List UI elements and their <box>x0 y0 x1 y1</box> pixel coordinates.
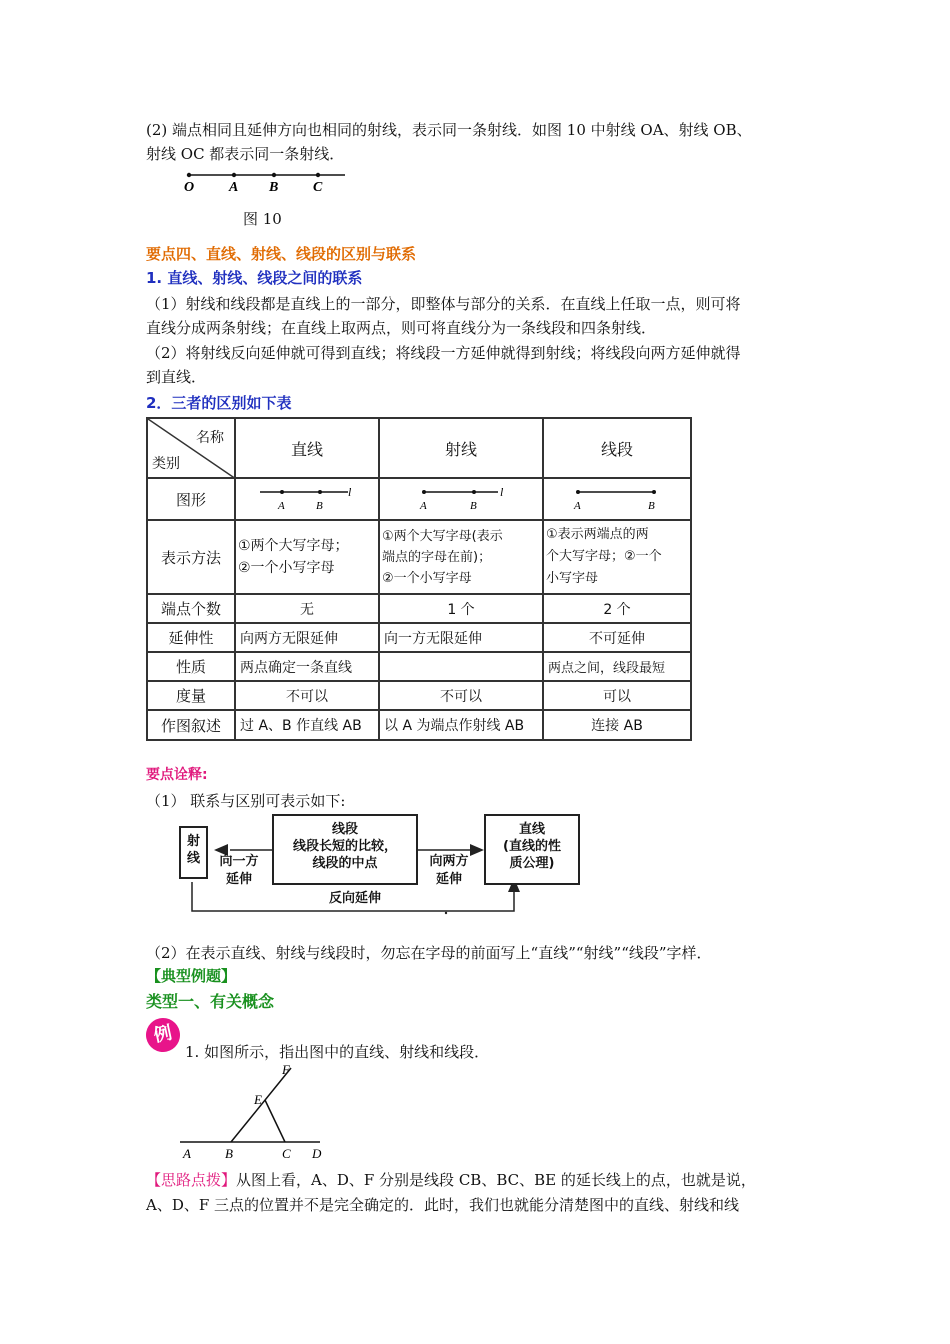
point-C-label: C <box>313 180 323 195</box>
line-fig-B: B <box>316 500 323 512</box>
figure-segment-cell <box>543 478 691 520</box>
segment-box-title: 线段 <box>331 822 358 837</box>
note-2: （2）在表示直线、射线与线段时，勿忘在字母的前面写上“直线”“射线”“线段”字样． <box>146 944 712 962</box>
notation-line-1: ①两个大写字母； <box>238 538 349 554</box>
notation-segment-1: ①表示两端点的两 <box>546 527 649 542</box>
extension-ray: 向一方无限延伸 <box>379 623 543 652</box>
ray-box-char-1: 射 <box>186 834 200 849</box>
row-label-property: 性质 <box>147 652 235 681</box>
notation-ray-1: ①两个大写字母(表示 <box>382 528 503 544</box>
comparison-table <box>146 417 692 741</box>
paragraph-2a: （2）将射线反向延伸就可得到直线；将线段一方延伸就得到射线；将线段向两方延伸就得 <box>146 344 741 362</box>
measure-ray: 不可以 <box>379 681 543 710</box>
line-box-line-3: 质公理) <box>509 856 555 871</box>
figure-10-caption: 图 10 <box>243 210 282 228</box>
subheading-1: 1. 直线、射线、线段之间的联系 <box>146 269 363 287</box>
fig-label-F: F <box>282 1062 290 1077</box>
ray-fig-A: A <box>420 500 427 512</box>
subheading-2: 2．三者的区别如下表 <box>146 394 292 412</box>
endpoints-line: 无 <box>235 594 379 623</box>
line-fig-l: l <box>348 485 352 499</box>
paragraph-2b: 到直线． <box>146 368 207 386</box>
construction-line: 过 A、B 作直线 AB <box>235 710 379 740</box>
example-badge-icon: 例 <box>143 1015 183 1055</box>
ray-fig-B: B <box>470 500 477 512</box>
extension-segment: 不可延伸 <box>543 623 691 652</box>
measure-line: 不可以 <box>235 681 379 710</box>
line-fig-A: A <box>278 500 285 512</box>
fig-label-A: A <box>183 1146 191 1161</box>
line-box-line-2: (直线的性 <box>503 839 561 854</box>
right-arrow-label <box>420 853 478 889</box>
right-arrow-label-1: 向两方 <box>429 854 469 869</box>
left-arrow-label-2: 延伸 <box>225 872 252 887</box>
corner-bottom-label: 类别 <box>152 456 180 472</box>
example-1-figure <box>175 1062 335 1162</box>
notation-segment-cell <box>543 520 691 594</box>
figure-line-cell <box>235 478 379 520</box>
intro-line-1: (2) 端点相同且延伸方向也相同的射线，表示同一条射线．如图 10 中射线 OA、射线 OB、 <box>146 121 752 139</box>
example-1-question: 1. 如图所示，指出图中的直线、射线和线段． <box>185 1043 490 1061</box>
fig-label-B: B <box>225 1146 233 1161</box>
header-segment: 线段 <box>543 418 691 478</box>
typical-examples-heading: 【典型例题】 <box>146 967 237 985</box>
bottom-arrow-label: 反向延伸 <box>329 891 382 906</box>
segment-figure <box>544 479 690 515</box>
segment-box <box>272 814 418 885</box>
ray-box <box>179 826 208 879</box>
ray-fig-l: l <box>500 485 504 499</box>
endpoints-ray: 1 个 <box>379 594 543 623</box>
left-arrow-label <box>213 853 265 889</box>
row-label-construction: 作图叙述 <box>147 710 235 740</box>
hint-line-1 <box>146 1168 756 1192</box>
segment-fig-B: B <box>648 500 655 512</box>
segment-box-line-2: 线段长短的比较， <box>292 839 397 854</box>
segment-box-line-3: 线段的中点 <box>312 856 378 871</box>
fig-label-E: E <box>254 1092 262 1107</box>
corner-cell <box>147 418 235 478</box>
point-A-label: A <box>229 180 239 195</box>
type-1-heading: 类型一、有关概念 <box>146 992 275 1011</box>
extension-line: 向两方无限延伸 <box>235 623 379 652</box>
construction-segment: 连接 AB <box>543 710 691 740</box>
notation-segment-2: 个大写字母；②一个 <box>546 549 662 564</box>
row-label-figure: 图形 <box>147 478 235 520</box>
fig-label-C: C <box>282 1146 291 1161</box>
measure-segment: 可以 <box>543 681 691 710</box>
line-box-title: 直线 <box>518 822 545 837</box>
row-label-notation: 表示方法 <box>147 520 235 594</box>
figure-ray-cell <box>379 478 543 520</box>
header-line: 直线 <box>235 418 379 478</box>
corner-top-label: 名称 <box>196 430 224 446</box>
note-1: （1） 联系与区别可表示如下: <box>146 792 346 810</box>
notes-heading: 要点诠释: <box>146 767 208 783</box>
section-4-heading: 要点四、直线、射线、线段的区别与联系 <box>146 245 417 263</box>
line-box <box>484 814 580 885</box>
right-arrow-label-2: 延伸 <box>435 872 462 887</box>
notation-ray-3: ②一个小写字母 <box>382 570 472 586</box>
notation-line-2: ②一个小写字母 <box>238 560 335 576</box>
row-label-measure: 度量 <box>147 681 235 710</box>
line-figure <box>236 479 378 515</box>
paragraph-1a: （1）射线和线段都是直线上的一部分，即整体与部分的关系．在直线上任取一点，则可将 <box>146 295 741 313</box>
header-ray: 射线 <box>379 418 543 478</box>
segment-fig-A: A <box>574 500 581 512</box>
figure-10-ray <box>175 166 355 196</box>
point-B-label: B <box>269 180 279 195</box>
row-label-extension: 延伸性 <box>147 623 235 652</box>
construction-ray: 以 A 为端点作射线 AB <box>379 710 543 740</box>
hint-tag: 【思路点拨】 <box>146 1171 237 1189</box>
ray-box-char-2: 线 <box>186 851 200 866</box>
hint-text-1: 从图上看，A、D、F 分别是线段 CB、BC、BE 的延长线上的点，也就是说， <box>236 1171 756 1189</box>
point-O-label: O <box>184 180 195 195</box>
property-ray <box>379 652 543 681</box>
notation-segment-3: 小写字母 <box>546 571 599 586</box>
row-label-endpoints: 端点个数 <box>147 594 235 623</box>
property-line: 两点确定一条直线 <box>235 652 379 681</box>
paragraph-1b: 直线分成两条射线；在直线上取两点，则可将直线分为一条线段和四条射线． <box>146 319 657 337</box>
notation-line-cell <box>235 520 379 594</box>
notation-ray-2: 端点的字母在前)； <box>382 549 492 565</box>
notation-ray-cell <box>379 520 543 594</box>
fig-label-D: D <box>312 1146 322 1161</box>
property-segment: 两点之间，线段最短 <box>543 652 691 681</box>
intro-line-2: 射线 OC 都表示同一条射线． <box>146 145 345 163</box>
endpoints-segment: 2 个 <box>543 594 691 623</box>
left-arrow-label-1: 向一方 <box>219 854 259 869</box>
hint-line-2: A、D、F 三点的位置并不是完全确定的．此时，我们也就能分清楚图中的直线、射线和线 <box>146 1196 740 1214</box>
ray-figure <box>380 479 542 515</box>
